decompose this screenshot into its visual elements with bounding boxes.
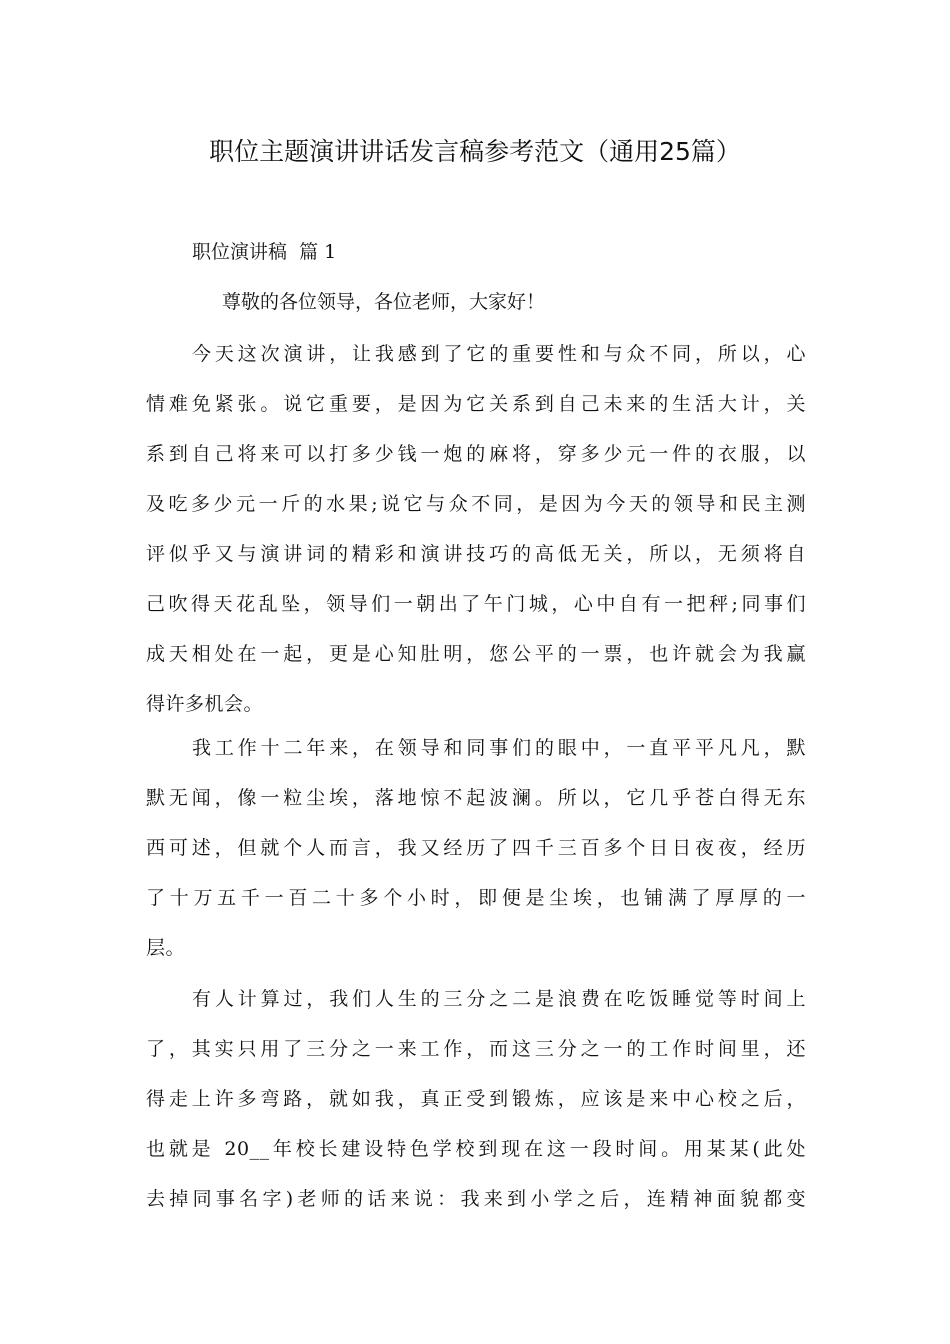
paragraph-line: 我工作十二年来，在领导和同事们的眼中，一直平平凡凡，默 bbox=[192, 737, 806, 759]
paragraph-line: 去掉同事名字)老师的话来说：我来到小学之后，连精神面貌都变 bbox=[146, 1188, 806, 1210]
paragraph-line: 得许多机会。 bbox=[146, 693, 264, 715]
paragraph-line: 情难免紧张。说它重要，是因为它关系到自己未来的生活大计，关 bbox=[146, 393, 806, 415]
paragraph-line: 得走上许多弯路，就如我，真正受到锻炼，应该是来中心校之后， bbox=[146, 1088, 806, 1110]
paragraph-line: 默无闻，像一粒尘埃，落地惊不起波澜。所以，它几乎苍白得无东 bbox=[146, 787, 806, 809]
paragraph-line: 系到自己将来可以打多少钱一炮的麻将，穿多少元一件的衣服，以 bbox=[146, 443, 806, 465]
paragraph-2 bbox=[146, 723, 806, 973]
paragraph-line: 有人计算过，我们人生的三分之二是浪费在吃饭睡觉等时间上 bbox=[192, 988, 806, 1010]
paragraph-line: 今天这次演讲，让我感到了它的重要性和与众不同，所以，心 bbox=[192, 343, 806, 365]
paragraph-line: 西可述，但就个人而言，我又经历了四千三百多个日日夜夜，经历 bbox=[146, 837, 806, 859]
paragraph-line: 了十万五千一百二十多个小时，即便是尘埃，也铺满了厚厚的一 bbox=[146, 887, 806, 909]
paragraph-line: 己吹得天花乱坠，领导们一朝出了午门城，心中自有一把秤;同事们 bbox=[146, 593, 806, 615]
paragraph-3 bbox=[146, 974, 806, 1224]
paragraph-line: 层。 bbox=[146, 937, 186, 959]
paragraph-line: 评似乎又与演讲词的精彩和演讲技巧的高低无关，所以，无须将自 bbox=[146, 543, 806, 565]
paragraph-line: 了，其实只用了三分之一来工作，而这三分之一的工作时间里，还 bbox=[146, 1038, 806, 1060]
paragraph-line: 成天相处在一起，更是心知肚明，您公平的一票，也许就会为我赢 bbox=[146, 643, 806, 665]
paragraph-line: 也就是 20__年校长建设特色学校到现在这一段时间。用某某(此处 bbox=[146, 1138, 806, 1160]
greeting-line: 尊敬的各位领导，各位老师，大家好！ bbox=[222, 291, 546, 313]
document-title: 职位主题演讲讲话发言稿参考范文（通用25篇） bbox=[209, 137, 741, 166]
section-heading: 职位演讲稿 篇 1 bbox=[192, 241, 337, 263]
paragraph-1 bbox=[146, 329, 806, 729]
paragraph-line: 及吃多少元一斤的水果;说它与众不同，是因为今天的领导和民主测 bbox=[146, 493, 806, 515]
